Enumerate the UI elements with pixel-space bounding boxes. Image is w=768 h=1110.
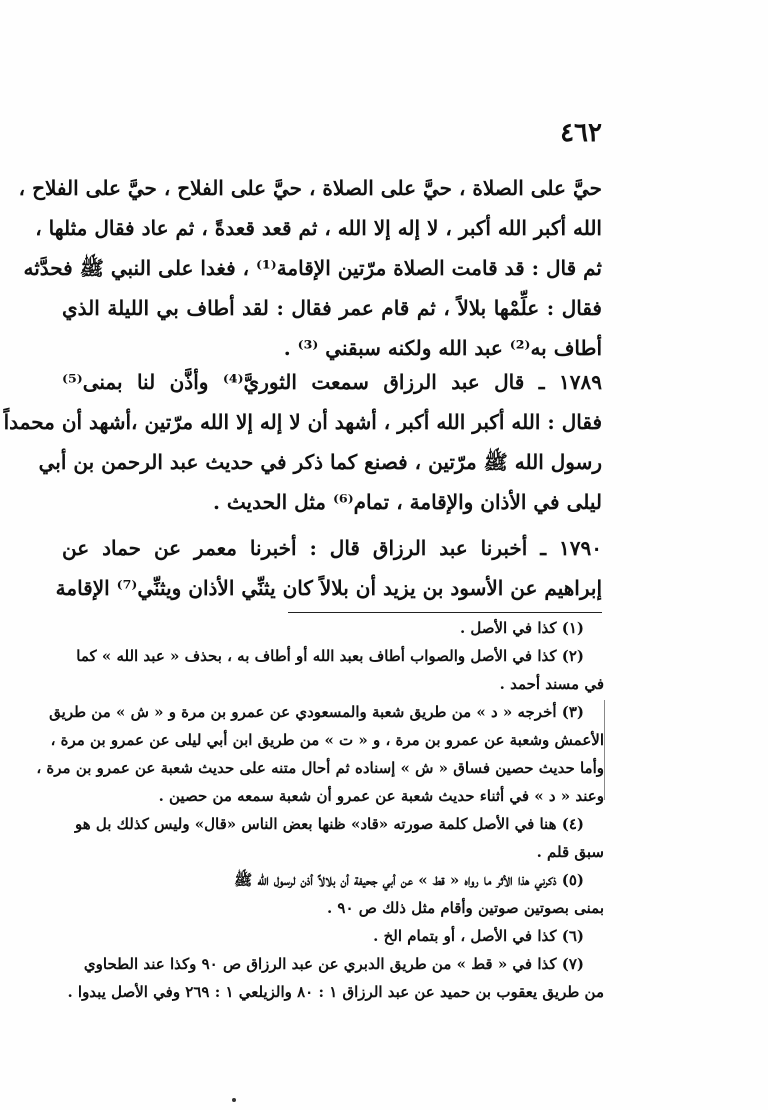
margin-mark xyxy=(604,700,605,800)
hadith-1790 xyxy=(55,528,602,608)
footnote-line: (٤) هنا في الأصل كلمة صورته «قاد» ظنها بعض الناس «قال» وليس كذلك بل هو xyxy=(75,815,584,833)
body-text-block xyxy=(18,168,602,368)
footnote-line: (٣) أخرجه « د » من طريق شعبة والمسعودي عن عمرو بن مرة و « ش » من طريق xyxy=(49,703,584,721)
footnote-line: وأما حديث حصين فساق « ش » إسناده ثم أحال متنه على حديث شعبة عن عمرو بن مرة ، xyxy=(36,759,604,777)
footnote-line: (٦) كذا في الأصل ، أو بتمام الخ . xyxy=(373,927,584,945)
body-line: حيَّ على الصلاة ، حيَّ على الصلاة ، حيَّ على الفلاح ، حيَّ على الفلاح ، xyxy=(18,176,602,200)
page-number: ٤٦٢ xyxy=(560,118,602,148)
footnote-line: الأعمش وشعبة عن عمرو بن مرة ، و « ت » من طريق ابن أبي ليلى عن عمرو بن مرة ، xyxy=(50,731,604,749)
body-line: أطاف به⁽²⁾ عبد الله ولكنه سبقني ⁽³⁾ . xyxy=(283,336,602,360)
footnote-line: (١) كذا في الأصل . xyxy=(459,619,584,637)
body-line: الله أكبر الله أكبر ، لا إله إلا الله ، ثم قعد قعدةً ، ثم عاد فقال مثلها ، xyxy=(35,216,602,240)
footnote-line: (٧) كذا في « قط » من طريق الدبري عن عبد الرزاق ص ٩٠ وكذا عند الطحاوي xyxy=(83,955,584,973)
footnote-line: في مسند أحمد . xyxy=(499,675,604,693)
footnote-line: سبق قلم . xyxy=(536,843,604,861)
footnote-line: بمنى بصوتين صوتين وأقام مثل ذلك ص ٩٠ . xyxy=(326,899,604,917)
footnotes xyxy=(36,614,604,1006)
footnote-line: من طريق يعقوب بن حميد عن عبد الرزاق ١ : ٨٠ والزيلعي ١ : ٢٦٩ وفي الأصل يبدوا . xyxy=(67,983,604,1001)
hadith-line: ١٧٨٩ ـ قال عبد الرزاق سمعت الثوريَّ⁽⁴⁾ وأذَّن لنا بمنى⁽⁵⁾ xyxy=(62,370,602,394)
footnote-line: (٢) كذا في الأصل والصواب أطاف بعبد الله أو أطاف به ، بحذف « عبد الله » كما xyxy=(76,647,584,665)
footnote-line: وعند « د » في أثناء حديث شعبة عن عمرو أن شعبة سمعه من حصين . xyxy=(158,787,604,805)
footnote-separator xyxy=(288,612,602,613)
footnote-line: (٥) ذكرني هذا الأثر ما رواه « قط » عن أبي جحيفة أن بلالاً أذن لرسول الله ﷺ xyxy=(234,871,584,889)
scan-speck xyxy=(232,1098,236,1102)
hadith-line: رسول الله ﷺ مرّتين ، فصنع كما ذكر في حديث عبد الرحمن بن أبي xyxy=(38,450,602,474)
hadith-1789 xyxy=(3,362,602,522)
body-line: فقال : علِّمْها بلالاً ، ثم قام عمر فقال : لقد أطاف بي الليلة الذي xyxy=(62,296,602,320)
hadith-line: ليلى في الأذان والإقامة ، تمام⁽⁶⁾ مثل الحديث . xyxy=(212,490,602,514)
hadith-line: فقال : الله أكبر الله أكبر ، أشهد أن لا إله إلا الله مرّتين ،أشهد أن محمداً xyxy=(3,410,602,434)
hadith-line: إبراهيم عن الأسود بن يزيد أن بلالاً كان يثنِّي الأذان ويثنِّي⁽⁷⁾ الإقامة xyxy=(55,576,602,600)
hadith-line: ١٧٩٠ ـ أخبرنا عبد الرزاق قال : أخبرنا معمر عن حماد عن xyxy=(62,536,602,560)
body-line: ثم قال : قد قامت الصلاة مرّتين الإقامة⁽¹⁾ ، فغدا على النبي ﷺ فحدَّثه xyxy=(23,256,602,280)
